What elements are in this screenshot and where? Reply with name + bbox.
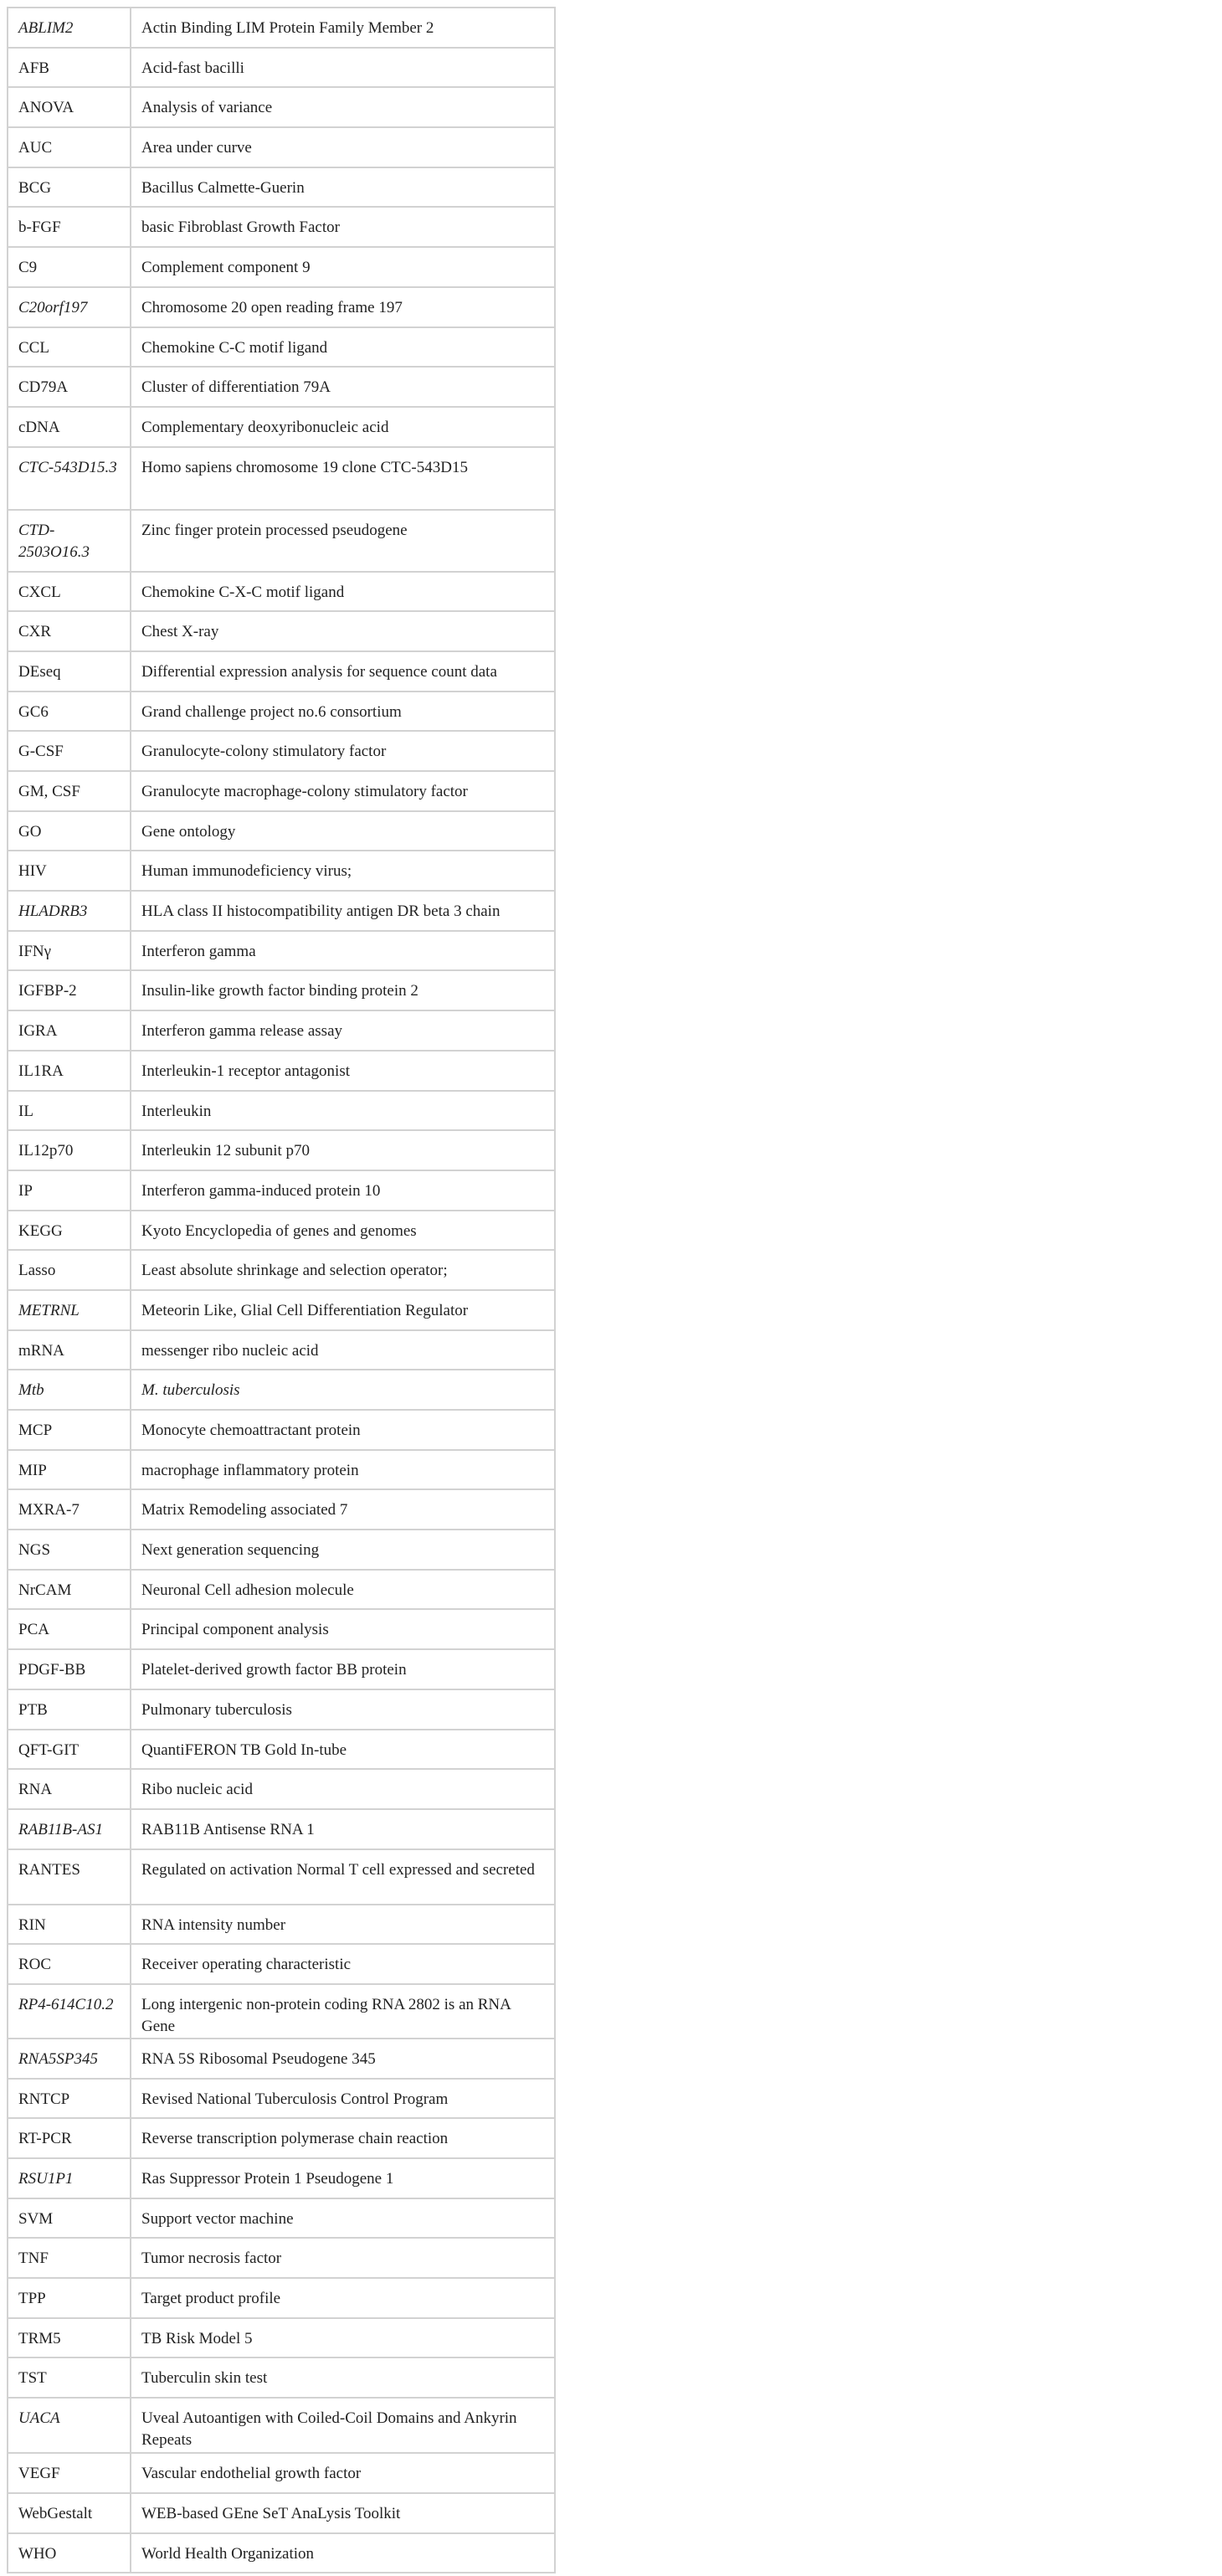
definition-cell: Analysis of variance: [131, 87, 555, 127]
abbreviation-cell: G-CSF: [8, 731, 131, 771]
table-row: [8, 287, 555, 327]
abbreviation-cell: ROC: [8, 1944, 131, 1984]
table-row: [8, 692, 555, 732]
definition-cell: Interferon gamma-induced protein 10: [131, 1170, 555, 1211]
definition-cell: Insulin-like growth factor binding protein 2: [131, 970, 555, 1010]
abbreviation-cell: C20orf197: [8, 287, 131, 327]
definition-cell: Interleukin: [131, 1091, 555, 1131]
abbreviation-cell: MCP: [8, 1410, 131, 1450]
definition-cell: Vascular endothelial growth factor: [131, 2453, 555, 2493]
abbreviation-cell: RP4-614C10.2: [8, 1984, 131, 2039]
definition-cell: TB Risk Model 5: [131, 2318, 555, 2358]
abbreviation-cell: PCA: [8, 1609, 131, 1649]
table-row: [8, 1370, 555, 1410]
abbreviation-cell: TPP: [8, 2278, 131, 2318]
abbreviation-cell: PTB: [8, 1689, 131, 1730]
definition-cell: Uveal Autoantigen with Coiled-Coil Domains and Ankyrin Repeats: [131, 2398, 555, 2453]
table-row: [8, 2198, 555, 2239]
definition-cell: Pulmonary tuberculosis: [131, 1689, 555, 1730]
abbreviation-cell: NrCAM: [8, 1570, 131, 1610]
table-row: [8, 1450, 555, 1490]
table-row: [8, 891, 555, 931]
definition-cell: RNA 5S Ribosomal Pseudogene 345: [131, 2039, 555, 2079]
table-row: [8, 1410, 555, 1450]
abbreviation-cell: GC6: [8, 692, 131, 732]
table-row: [8, 2453, 555, 2493]
definition-cell: Matrix Remodeling associated 7: [131, 1489, 555, 1530]
table-row: [8, 407, 555, 447]
definition-cell: Area under curve: [131, 127, 555, 167]
table-row: [8, 87, 555, 127]
definition-cell: Long intergenic non-protein coding RNA 2802 is an RNA Gene: [131, 1984, 555, 2039]
definition-cell: Platelet-derived growth factor BB protein: [131, 1649, 555, 1689]
table-row: [8, 1609, 555, 1649]
definition-cell: World Health Organization: [131, 2533, 555, 2573]
definition-cell: Chemokine C-C motif ligand: [131, 327, 555, 368]
table-row: [8, 1570, 555, 1610]
definition-cell: QuantiFERON TB Gold In-tube: [131, 1730, 555, 1770]
definition-cell: Zinc finger protein processed pseudogene: [131, 510, 555, 572]
definition-cell: Chest X-ray: [131, 611, 555, 651]
abbreviation-cell: IGFBP-2: [8, 970, 131, 1010]
abbreviation-cell: AFB: [8, 48, 131, 88]
abbreviation-cell: C9: [8, 247, 131, 287]
table-row: [8, 2398, 555, 2453]
abbreviation-cell: b-FGF: [8, 207, 131, 247]
abbreviation-cell: ABLIM2: [8, 8, 131, 48]
table-row: [8, 771, 555, 811]
definition-cell: Interferon gamma: [131, 931, 555, 971]
definition-cell: Interferon gamma release assay: [131, 1010, 555, 1051]
table-row: [8, 2118, 555, 2158]
definition-cell: basic Fibroblast Growth Factor: [131, 207, 555, 247]
abbreviation-cell: BCG: [8, 167, 131, 208]
definition-cell: Bacillus Calmette-Guerin: [131, 167, 555, 208]
definition-cell: Granulocyte macrophage-colony stimulatory factor: [131, 771, 555, 811]
table-row: [8, 1489, 555, 1530]
abbreviation-cell: cDNA: [8, 407, 131, 447]
table-row: [8, 1290, 555, 1330]
abbreviation-cell: RANTES: [8, 1849, 131, 1905]
definition-cell: Receiver operating characteristic: [131, 1944, 555, 1984]
table-row: [8, 2158, 555, 2198]
table-row: [8, 811, 555, 851]
table-row: [8, 247, 555, 287]
definition-cell: M. tuberculosis: [131, 1370, 555, 1410]
table-row: [8, 2079, 555, 2119]
abbreviation-cell: VEGF: [8, 2453, 131, 2493]
definition-cell: Chromosome 20 open reading frame 197: [131, 287, 555, 327]
abbreviation-cell: WebGestalt: [8, 2493, 131, 2533]
abbreviation-cell: GM, CSF: [8, 771, 131, 811]
definition-cell: Complementary deoxyribonucleic acid: [131, 407, 555, 447]
table-row: [8, 572, 555, 612]
definition-cell: Granulocyte-colony stimulatory factor: [131, 731, 555, 771]
abbreviation-cell: IL12p70: [8, 1130, 131, 1170]
abbreviation-cell: GO: [8, 811, 131, 851]
abbreviation-cell: RNA: [8, 1769, 131, 1809]
abbreviation-cell: IL1RA: [8, 1051, 131, 1091]
table-row: [8, 1809, 555, 1849]
table-row: [8, 1051, 555, 1091]
abbreviation-cell: QFT-GIT: [8, 1730, 131, 1770]
definition-cell: Interleukin 12 subunit p70: [131, 1130, 555, 1170]
table-row: [8, 1530, 555, 1570]
definition-cell: RAB11B Antisense RNA 1: [131, 1809, 555, 1849]
table-row: [8, 2278, 555, 2318]
table-row: [8, 2238, 555, 2278]
definition-cell: Human immunodeficiency virus;: [131, 851, 555, 891]
definition-cell: Principal component analysis: [131, 1609, 555, 1649]
abbreviation-cell: HIV: [8, 851, 131, 891]
abbreviation-cell: SVM: [8, 2198, 131, 2239]
abbreviation-cell: ANOVA: [8, 87, 131, 127]
definition-cell: HLA class II histocompatibility antigen DR beta 3 chain: [131, 891, 555, 931]
abbreviation-cell: MXRA-7: [8, 1489, 131, 1530]
definition-cell: Tuberculin skin test: [131, 2357, 555, 2398]
table-row: [8, 651, 555, 692]
table-row: [8, 1330, 555, 1370]
definition-cell: Ras Suppressor Protein 1 Pseudogene 1: [131, 2158, 555, 2198]
table-row: [8, 851, 555, 891]
table-row: [8, 127, 555, 167]
table-row: [8, 8, 555, 48]
abbreviation-cell: RNA5SP345: [8, 2039, 131, 2079]
definition-cell: Homo sapiens chromosome 19 clone CTC-543D15: [131, 447, 555, 510]
definition-cell: messenger ribo nucleic acid: [131, 1330, 555, 1370]
table-row: [8, 1730, 555, 1770]
abbreviation-cell: TST: [8, 2357, 131, 2398]
table-row: [8, 2533, 555, 2573]
definition-cell: Ribo nucleic acid: [131, 1769, 555, 1809]
abbreviation-cell: IP: [8, 1170, 131, 1211]
abbreviations-table-body: [8, 8, 555, 2573]
table-row: [8, 510, 555, 572]
abbreviation-cell: WHO: [8, 2533, 131, 2573]
table-row: [8, 1170, 555, 1211]
table-row: [8, 1091, 555, 1131]
abbreviation-cell: MIP: [8, 1450, 131, 1490]
abbreviation-cell: DEseq: [8, 651, 131, 692]
abbreviation-cell: Lasso: [8, 1250, 131, 1290]
abbreviations-table: [7, 7, 556, 2573]
abbreviation-cell: CTD-2503O16.3: [8, 510, 131, 572]
table-row: [8, 367, 555, 407]
abbreviation-cell: RIN: [8, 1905, 131, 1945]
table-row: [8, 1984, 555, 2039]
abbreviation-cell: RSU1P1: [8, 2158, 131, 2198]
definition-cell: Interleukin-1 receptor antagonist: [131, 1051, 555, 1091]
abbreviation-cell: CXCL: [8, 572, 131, 612]
abbreviation-cell: IGRA: [8, 1010, 131, 1051]
abbreviation-cell: mRNA: [8, 1330, 131, 1370]
definition-cell: Meteorin Like, Glial Cell Differentiation Regulator: [131, 1290, 555, 1330]
table-row: [8, 611, 555, 651]
definition-cell: Differential expression analysis for sequence count data: [131, 651, 555, 692]
definition-cell: Monocyte chemoattractant protein: [131, 1410, 555, 1450]
definition-cell: Grand challenge project no.6 consortium: [131, 692, 555, 732]
abbreviation-cell: UACA: [8, 2398, 131, 2453]
table-row: [8, 1250, 555, 1290]
table-row: [8, 447, 555, 510]
abbreviation-cell: METRNL: [8, 1290, 131, 1330]
abbreviation-cell: TNF: [8, 2238, 131, 2278]
abbreviation-cell: CTC-543D15.3: [8, 447, 131, 510]
definition-cell: Kyoto Encyclopedia of genes and genomes: [131, 1211, 555, 1251]
abbreviation-cell: PDGF-BB: [8, 1649, 131, 1689]
definition-cell: Next generation sequencing: [131, 1530, 555, 1570]
table-row: [8, 1905, 555, 1945]
definition-cell: WEB-based GEne SeT AnaLysis Toolkit: [131, 2493, 555, 2533]
definition-cell: Target product profile: [131, 2278, 555, 2318]
abbreviation-cell: NGS: [8, 1530, 131, 1570]
abbreviation-cell: CCL: [8, 327, 131, 368]
abbreviation-cell: CXR: [8, 611, 131, 651]
table-row: [8, 207, 555, 247]
definition-cell: macrophage inflammatory protein: [131, 1450, 555, 1490]
table-row: [8, 2039, 555, 2079]
definition-cell: Actin Binding LIM Protein Family Member 2: [131, 8, 555, 48]
abbreviation-cell: RT-PCR: [8, 2118, 131, 2158]
table-row: [8, 327, 555, 368]
abbreviation-cell: CD79A: [8, 367, 131, 407]
table-row: [8, 1944, 555, 1984]
abbreviation-cell: RNTCP: [8, 2079, 131, 2119]
definition-cell: Tumor necrosis factor: [131, 2238, 555, 2278]
table-row: [8, 1769, 555, 1809]
abbreviation-cell: HLADRB3: [8, 891, 131, 931]
definition-cell: Regulated on activation Normal T cell expressed and secreted: [131, 1849, 555, 1905]
table-row: [8, 2318, 555, 2358]
abbreviation-cell: IFNγ: [8, 931, 131, 971]
table-row: [8, 1649, 555, 1689]
abbreviation-cell: IL: [8, 1091, 131, 1131]
table-row: [8, 1211, 555, 1251]
table-row: [8, 167, 555, 208]
abbreviation-cell: AUC: [8, 127, 131, 167]
table-row: [8, 931, 555, 971]
definition-cell: RNA intensity number: [131, 1905, 555, 1945]
definition-cell: Support vector machine: [131, 2198, 555, 2239]
table-row: [8, 2493, 555, 2533]
table-row: [8, 970, 555, 1010]
abbreviation-cell: RAB11B-AS1: [8, 1809, 131, 1849]
table-row: [8, 1010, 555, 1051]
definition-cell: Complement component 9: [131, 247, 555, 287]
table-row: [8, 2357, 555, 2398]
table-row: [8, 1849, 555, 1905]
definition-cell: Chemokine C-X-C motif ligand: [131, 572, 555, 612]
definition-cell: Neuronal Cell adhesion molecule: [131, 1570, 555, 1610]
definition-cell: Acid-fast bacilli: [131, 48, 555, 88]
definition-cell: Reverse transcription polymerase chain reaction: [131, 2118, 555, 2158]
table-row: [8, 1689, 555, 1730]
table-row: [8, 731, 555, 771]
definition-cell: Cluster of differentiation 79A: [131, 367, 555, 407]
table-row: [8, 1130, 555, 1170]
definition-cell: Revised National Tuberculosis Control Program: [131, 2079, 555, 2119]
abbreviation-cell: TRM5: [8, 2318, 131, 2358]
abbreviation-cell: KEGG: [8, 1211, 131, 1251]
abbreviation-cell: Mtb: [8, 1370, 131, 1410]
definition-cell: Least absolute shrinkage and selection operator;: [131, 1250, 555, 1290]
table-row: [8, 48, 555, 88]
definition-cell: Gene ontology: [131, 811, 555, 851]
